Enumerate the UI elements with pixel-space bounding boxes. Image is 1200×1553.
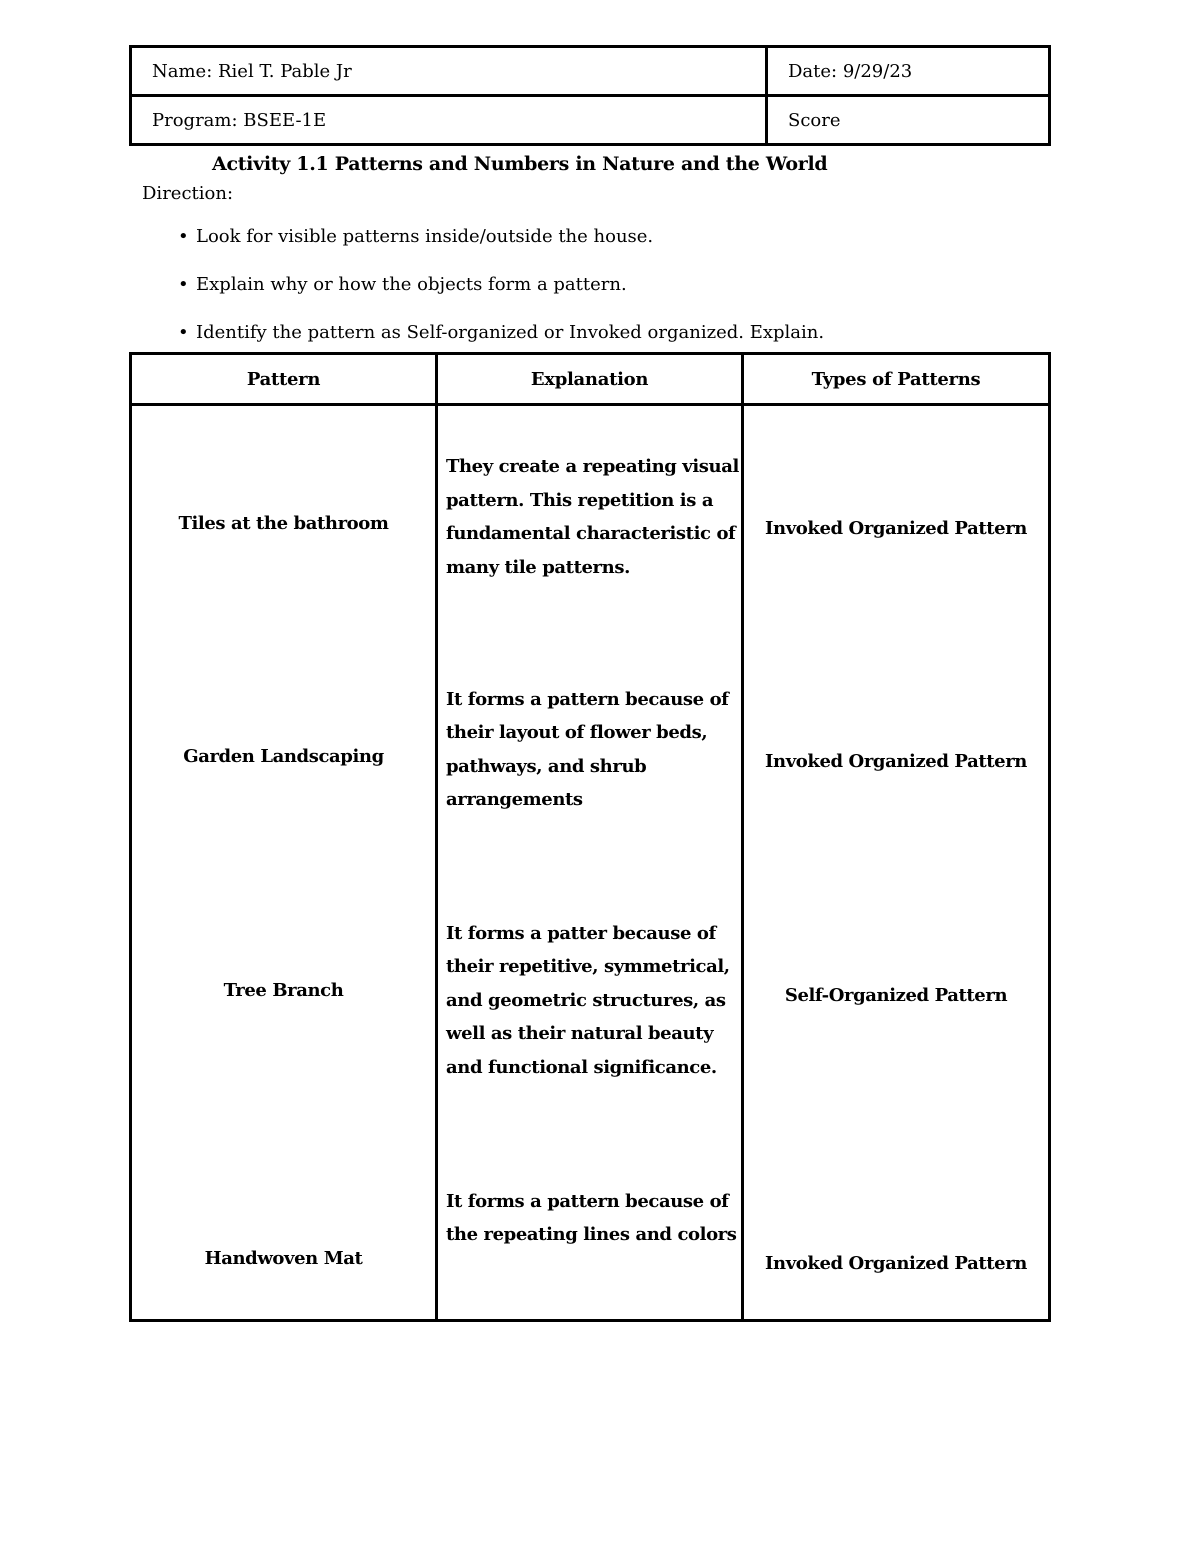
direction-item: • Explain why or how the objects form a pattern. [178, 274, 627, 295]
pattern-cell: Tree Branch [131, 873, 437, 1107]
explanation-cell: It forms a pattern because of the repeating lines and colors [437, 1107, 743, 1321]
direction-label: Direction: [142, 183, 234, 204]
type-cell: Invoked Organized Pattern [743, 639, 1050, 873]
type-cell: Invoked Organized Pattern [743, 1107, 1050, 1321]
direction-item: • Identify the pattern as Self-organized or Invoked organized. Explain. [178, 322, 825, 343]
type-cell: Self-Organized Pattern [743, 873, 1050, 1107]
direction-list [178, 226, 824, 370]
activity-title: Activity 1.1 Patterns and Numbers in Nature and the World [212, 153, 828, 175]
bullet-icon: • [178, 226, 189, 247]
table-row [131, 639, 1050, 873]
bullet-icon: • [178, 274, 189, 295]
table-header-row [131, 354, 1050, 405]
table-row [131, 405, 1050, 639]
type-cell: Invoked Organized Pattern [743, 405, 1050, 639]
header-pattern: Pattern [131, 354, 437, 405]
pattern-cell: Garden Landscaping [131, 639, 437, 873]
pattern-cell: Tiles at the bathroom [131, 405, 437, 639]
direction-item: • Look for visible patterns inside/outside the house. [178, 226, 654, 247]
date-field: Date: 9/29/23 [767, 47, 1050, 96]
explanation-cell: They create a repeating visual pattern. This repetition is a fundamental characteristic of many tile patterns. [437, 405, 743, 639]
student-info-table [129, 45, 1051, 146]
header-explanation: Explanation [437, 354, 743, 405]
program-field: Program: BSEE-1E [131, 96, 767, 145]
name-field: Name: Riel T. Pable Jr [131, 47, 767, 96]
bullet-icon: • [178, 322, 189, 343]
pattern-cell: Handwoven Mat [131, 1107, 437, 1321]
score-field: Score [767, 96, 1050, 145]
table-row [131, 1107, 1050, 1321]
explanation-cell: It forms a pattern because of their layout of flower beds, pathways, and shrub arrangements [437, 639, 743, 873]
table-row [131, 873, 1050, 1107]
patterns-table [129, 352, 1051, 1322]
header-types: Types of Patterns [743, 354, 1050, 405]
explanation-cell: It forms a patter because of their repetitive, symmetrical, and geometric structures, as well as their natural beauty and functional significance. [437, 873, 743, 1107]
